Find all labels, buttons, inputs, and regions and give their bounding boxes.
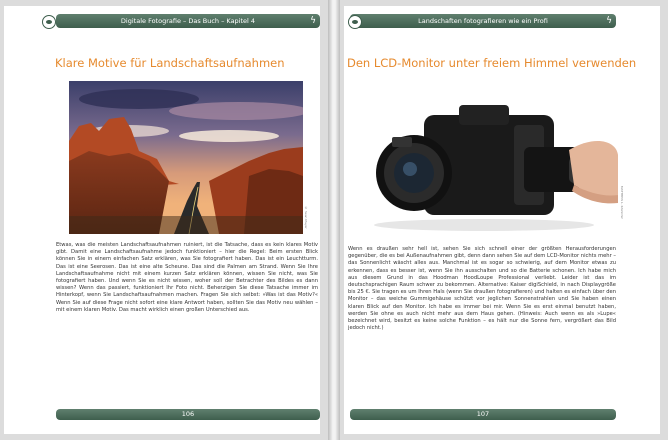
right-header-text: Landschaften fotografieren wie ein Profi: [418, 17, 548, 25]
page-number: 106: [181, 410, 195, 418]
right-page-header: [350, 14, 616, 28]
landscape-photo: [69, 81, 303, 234]
photo-credit: MATTHEW L. KALSOW: [620, 186, 624, 219]
left-body-paragraph: Etwas, was die meisten Landschaftsaufnahmen ruiniert, ist die Tatsache, dass es kein klares Motiv gibt. Damit eine Landschaftsaufnahme jedoch funktioniert – hier die Regel: Beim ersten Blick können Sie in einem einfachen Satz erklären, was Sie fotografiert haben. Das ist ein Leuchtturm. Das ist eine Seerosen. Das ist eine alte Scheune. Das sind die Palmen am Strand. Wenn Sie Ihre Landschaftsaufnahme nicht mit einem kurzen Satz erklären können, wissen Sie nicht, was Sie fotografiert haben. Und wenn Sie es nicht wissen, woher soll der Betrachter des Bildes es dann wissen? Wenn das passiert, funktioniert Ihr Foto nicht. Beherzigen Sie diese Tatsache immer im Hinterkopf, wenn Sie Landschaftsaufnahmen machen. Fragen Sie sich selbst: »Was ist das Motiv?« Wenn Sie auf diese Frage nicht sofort eine klare Antwort haben, sollten Sie das Motiv neu wählen – mit einem klaren Motiv. Das macht wirklich einen großen Unterschied aus.: [56, 242, 318, 313]
left-page: [4, 6, 320, 434]
left-header-text: Digitale Fotografie – Das Buch – Kapitel 4: [120, 17, 256, 25]
eye-icon: [348, 15, 362, 29]
photo-credit: © Sean Mayer: [304, 206, 308, 229]
right-page: [344, 6, 660, 434]
book-spine: [328, 0, 340, 440]
left-page-footer: [56, 409, 320, 420]
eye-icon: [42, 15, 56, 29]
right-body-paragraph: Wenn es draußen sehr hell ist, sehen Sie sich schnell einer der größten Herausforderungen gegenüber, die es bei Außenaufnahmen gibt, denn dann sehen Sie auf dem LCD-Monitor nichts mehr – das Sonnenlicht wäscht alles aus. Manchmal ist es sogar so schwierig, auf dem Monitor etwas zu erkennen, dass es besser ist, wenn Sie ihn ausschalten und so die Batterie schonen. Ich habe mich aus diesem Grund in das Hoodman HoodLoupe Professional verliebt. Leider ist das im deutschsprachigen Raum schwer zu bekommen. Alternative: Kaiser digiSchield, in nach Displaygröße bis 25 €. Sie tragen es um Ihren Hals (wenn Sie draußen fotografieren) und halten es einfach über den Monitor – das weiche Gummigehäuse schützt vor jeglichen Sonnenstrahlen und Sie haben einen klaren Blick auf den Monitor. Ich habe es immer bei mir. Wenn Sie es erst einmal benutzt haben, werden Sie ohne es auch nicht mehr aus dem Haus gehen. (Hinweis: Auch wenn es als »Lupe« bezeichnet wird, besitzt es keine solche Funktion – es hält nur die Sonne fern, vergrößert das Bild jedoch nicht.): [348, 246, 616, 332]
camera-with-loupe-photo: [364, 85, 618, 235]
lightning-bolt-icon: ϟ: [310, 16, 316, 26]
page-number: 107: [476, 410, 490, 418]
left-page-heading: Klare Motive für Landschaftsaufnahmen: [55, 56, 285, 70]
right-page-footer: [350, 409, 616, 420]
right-page-heading: Den LCD-Monitor unter freiem Himmel verwenden: [347, 56, 637, 70]
lightning-bolt-icon: ϟ: [606, 16, 612, 26]
left-page-header: [56, 14, 320, 28]
